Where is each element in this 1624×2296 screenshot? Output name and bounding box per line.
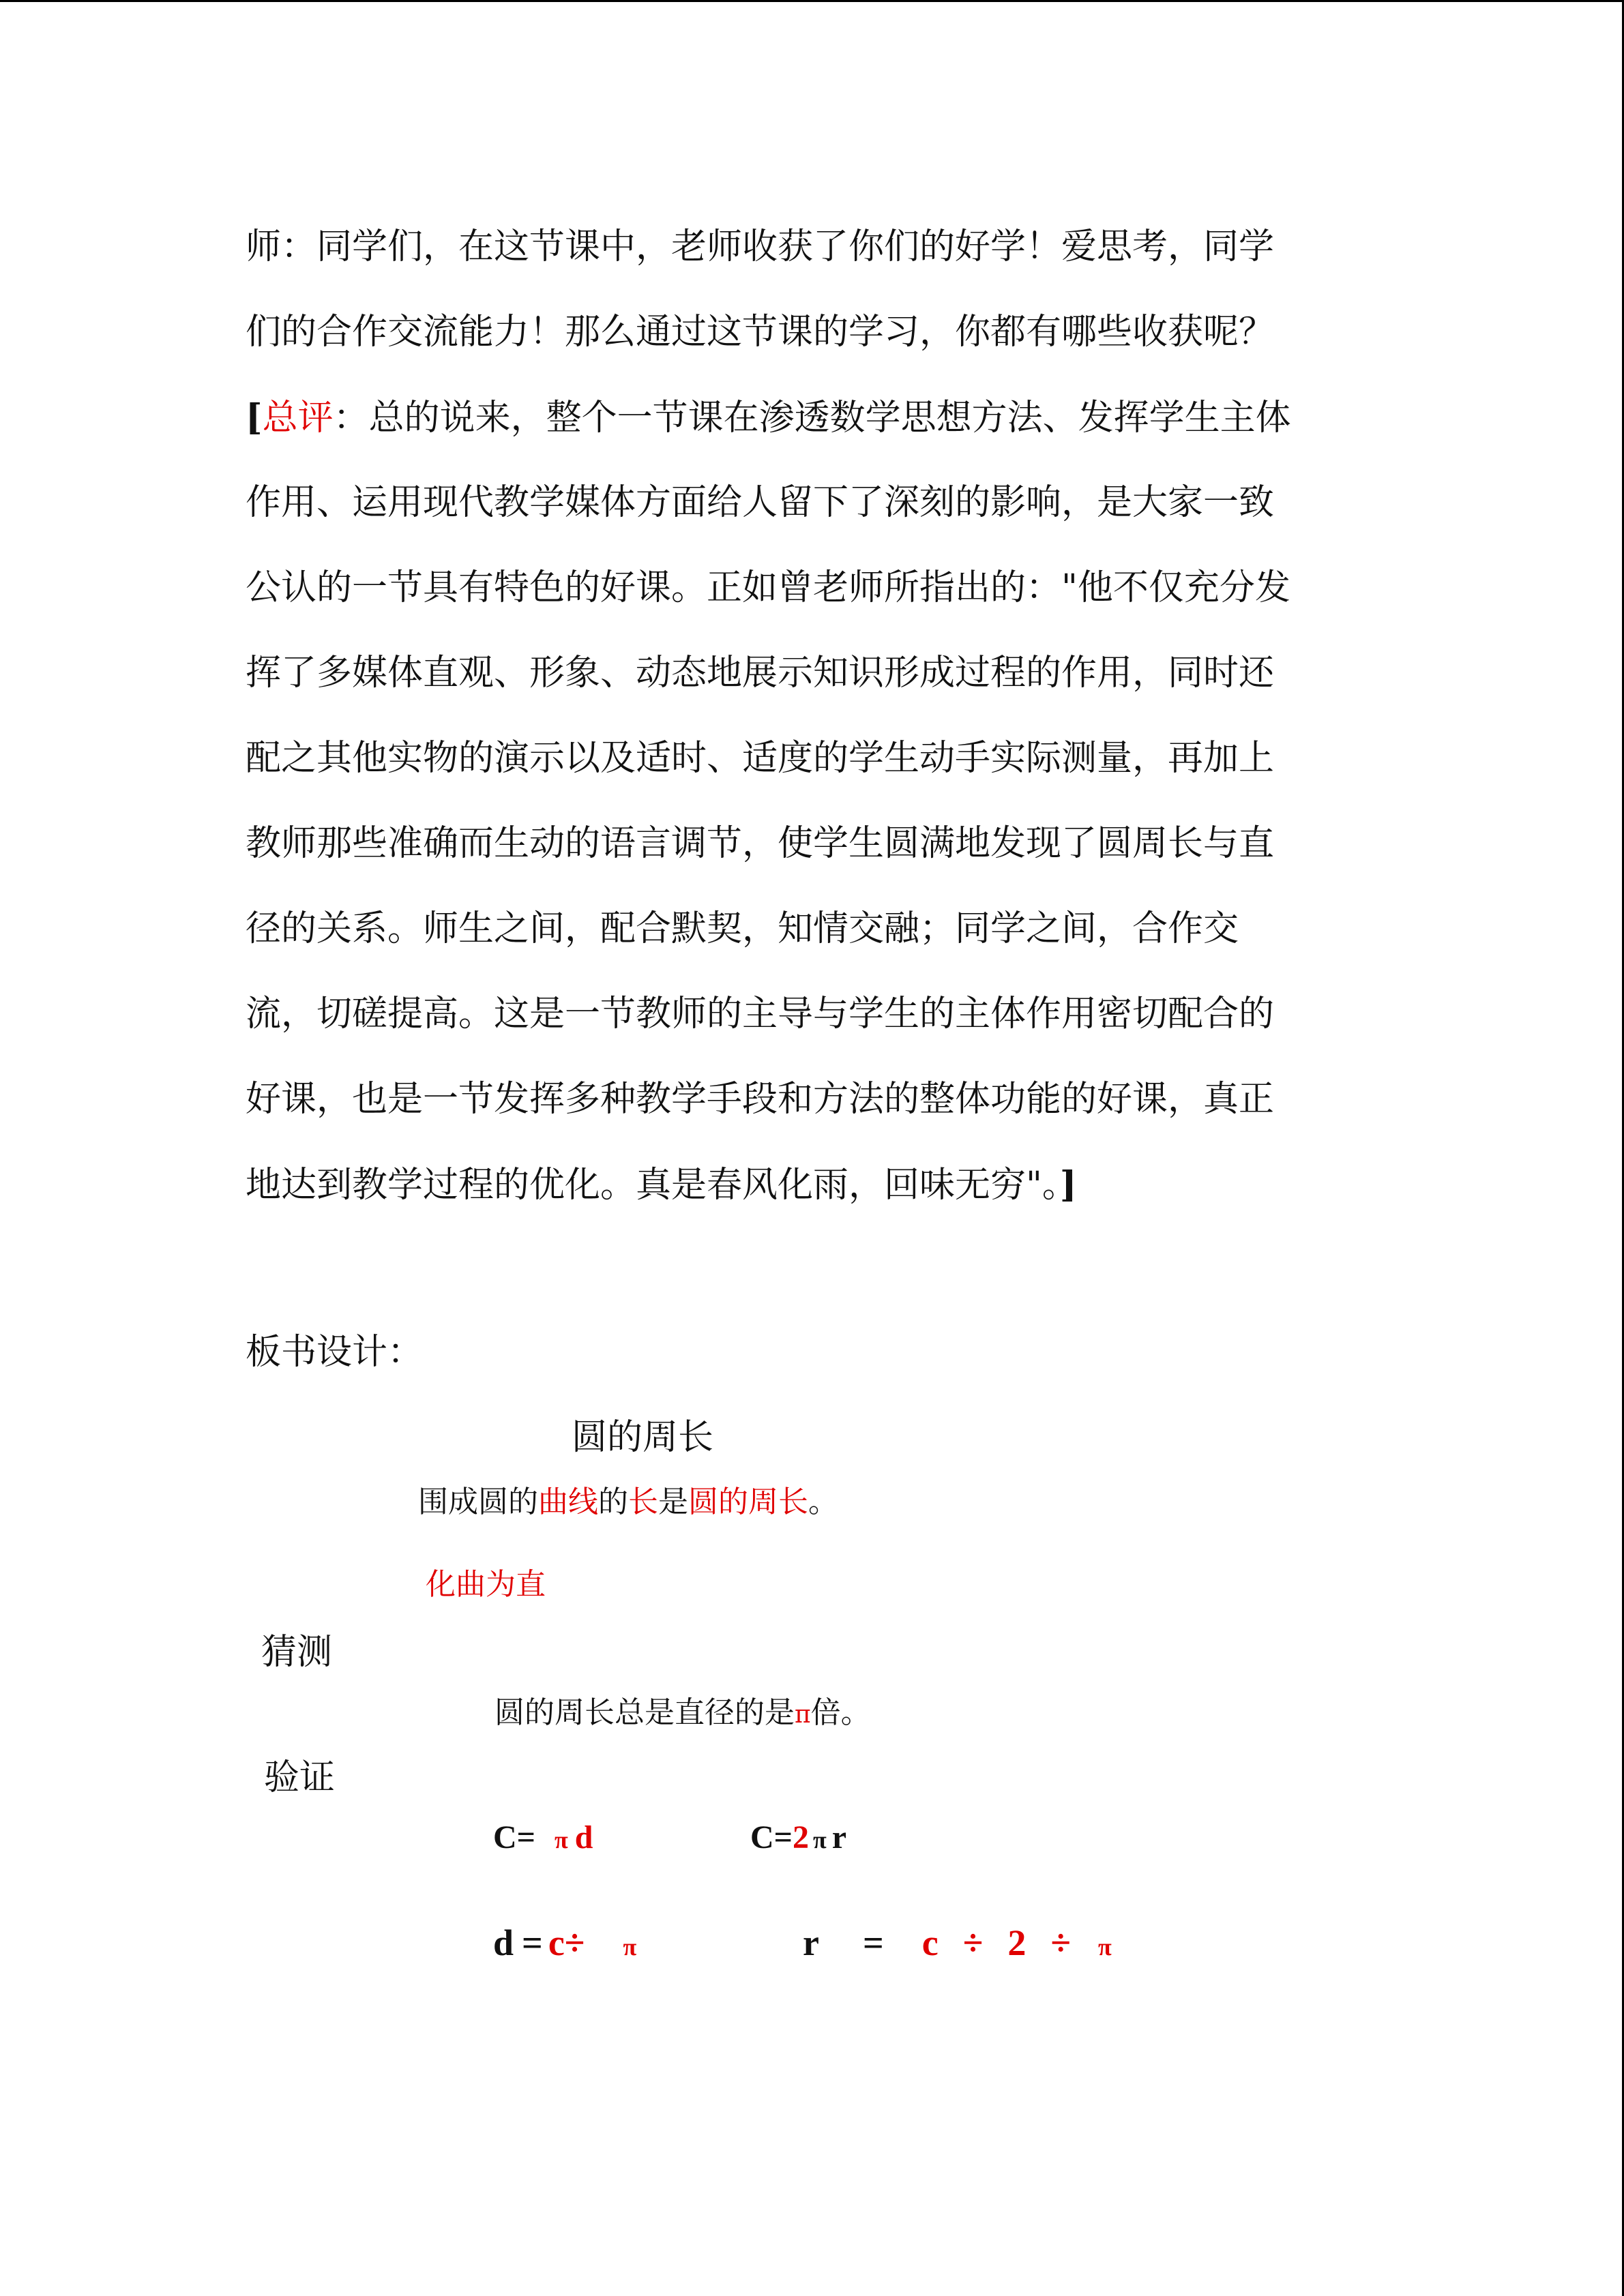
guess-label: 猜测 bbox=[261, 1632, 333, 1673]
guess-statement: 圆的周长总是直径的是π倍。 bbox=[494, 1695, 871, 1730]
page-border-top bbox=[0, 0, 1624, 2]
document-body bbox=[246, 205, 1419, 1227]
review-line: 好课，也是一节发挥多种教学手段和方法的整体功能的好课，真正 bbox=[246, 1079, 1275, 1120]
review-line: 作用、运用现代教学媒体方面给人留下了深刻的影响，是大家一致 bbox=[246, 482, 1275, 523]
review-line: 径的关系。师生之间，配合默契，知情交融；同学之间，合作交 bbox=[246, 908, 1239, 949]
pi-symbol: π bbox=[1098, 1933, 1112, 1960]
pi-symbol: π bbox=[795, 1701, 811, 1729]
review-label: 总评 bbox=[262, 398, 334, 438]
pi-symbol: π bbox=[813, 1826, 827, 1853]
board-title: 圆的周长 bbox=[572, 1417, 714, 1458]
formula-c-2pi-r: C=2 π r bbox=[750, 1819, 847, 1855]
review-text: 地达到教学过程的优化。真是春风化雨，回味无穷"。 bbox=[246, 1165, 1060, 1206]
pi-symbol: π bbox=[555, 1826, 568, 1853]
review-line: 挥了多媒体直观、形象、动态地展示知识形成过程的作用，同时还 bbox=[246, 653, 1275, 694]
pi-symbol: π bbox=[623, 1933, 637, 1960]
review-line: 配之其他实物的演示以及适时、适度的学生动手实际测量，再加上 bbox=[246, 738, 1275, 779]
open-bracket: [ bbox=[246, 397, 263, 438]
verify-label: 验证 bbox=[264, 1757, 336, 1798]
review-line: 流，切磋提高。这是一节教师的主导与学生的主体作用密切配合的 bbox=[246, 994, 1275, 1034]
review-last-line bbox=[246, 1142, 1419, 1227]
board-design-label: 板书设计： bbox=[246, 1332, 424, 1373]
paragraph-line: 们的合作交流能力！那么通过这节课的学习，你都有哪些收获呢？ bbox=[246, 312, 1275, 353]
review-first-line bbox=[246, 375, 1419, 460]
circumference-definition: 围成圆的曲线的长是圆的周长。 bbox=[418, 1485, 838, 1519]
formula-r-equals: r = c ÷ 2 ÷ π bbox=[803, 1922, 1112, 1963]
review-line: 公认的一节具有特色的好课。正如曾老师所指出的："他不仅充分发 bbox=[246, 567, 1290, 608]
paragraph-line: 师：同学们，在这节课中，老师收获了你们的好学！爱思考，同学 bbox=[246, 226, 1275, 267]
review-line: 教师那些准确而生动的语言调节，使学生圆满地发现了圆周长与直 bbox=[246, 823, 1275, 864]
formula-d-equals: d = c÷ π bbox=[493, 1922, 637, 1963]
review-text: ：总的说来，整个一节课在渗透数学思想方法、发挥学生主体 bbox=[333, 398, 1291, 438]
formula-c-pi-d: C= π d bbox=[493, 1819, 593, 1855]
method-text: 化曲为直 bbox=[426, 1567, 546, 1602]
close-bracket: ] bbox=[1059, 1164, 1077, 1206]
